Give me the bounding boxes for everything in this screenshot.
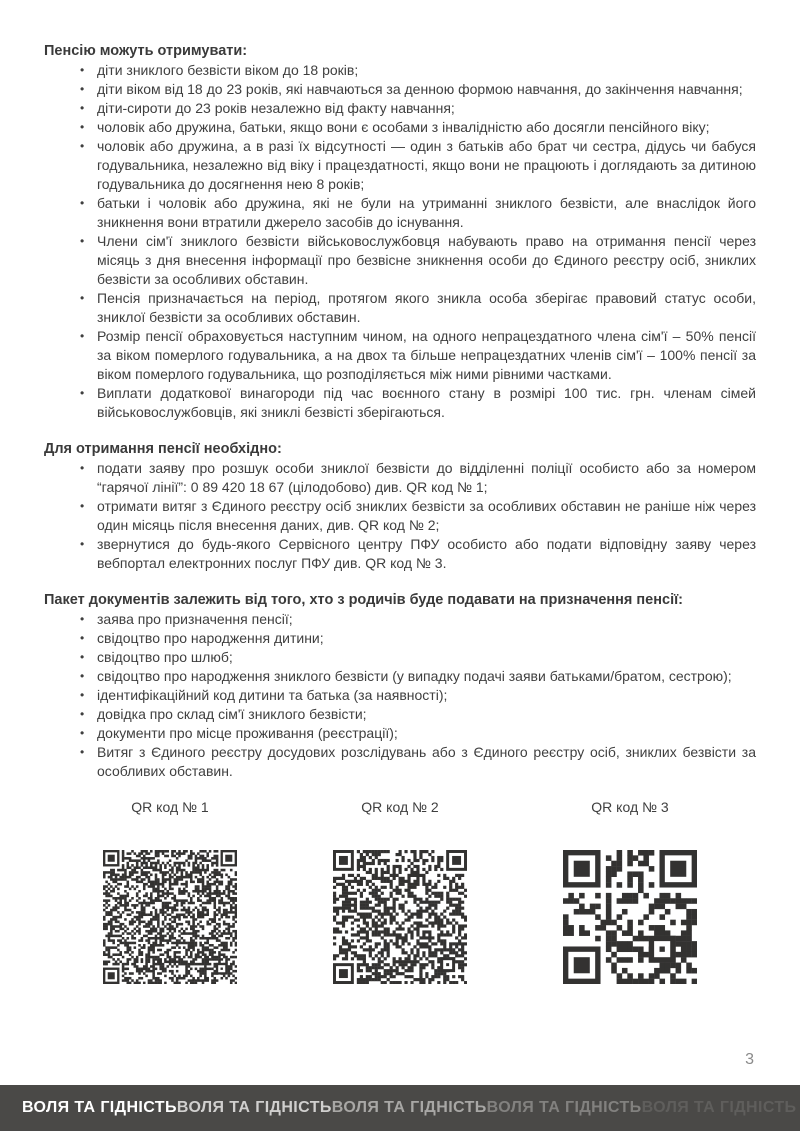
footer-brand-text: ВОЛЯ ТА ГІДНІСТЬ bbox=[331, 1099, 487, 1116]
list-item: • діти зниклого безвісти віком до 18 років; bbox=[44, 61, 756, 80]
footer-brand-text: ВОЛЯ ТА ГІДНІСТЬ bbox=[176, 1099, 332, 1116]
list-item: • ідентифікаційний код дитини та батька (за наявності); bbox=[44, 686, 756, 705]
list-item: • свідоцтво про народження зниклого безвісти (у випадку подачі заяви батьками/братом, сестрою); bbox=[44, 667, 756, 686]
list-item: • документи про місце проживання (реєстрації); bbox=[44, 724, 756, 743]
list-item: • подати заяву про розшук особи зниклої безвісти до відділенні поліції особисто або за номером “гарячої лінії”: 0 89 420 18 67 (цілодобово) див. QR код № 1; bbox=[44, 459, 756, 497]
section-who-can-receive bbox=[44, 42, 756, 422]
qr-column-3 bbox=[515, 798, 745, 984]
qr-code-row bbox=[55, 798, 745, 984]
list-item: • довідка про склад сім'ї зниклого безвісти; bbox=[44, 705, 756, 724]
qr-code-3-image bbox=[563, 850, 697, 984]
document-content bbox=[44, 42, 756, 799]
section-document-package bbox=[44, 591, 756, 781]
footer-brand-text: ВОЛЯ ТА ГІДНІСТЬ bbox=[641, 1099, 797, 1116]
list-item: • заява про призначення пенсії; bbox=[44, 610, 756, 629]
qr-column-2 bbox=[285, 798, 515, 984]
qr-column-1 bbox=[55, 798, 285, 984]
list-item: • Витяг з Єдиного реєстру досудових розслідувань або з Єдиного реєстру осіб, зниклих безвісти за особливих обставин. bbox=[44, 743, 756, 781]
section-how-to-receive bbox=[44, 440, 756, 573]
list-item: • Члени сім'ї зниклого безвісти військовослужбовця набувають право на отримання пенсії через місяць з дня внесення інформації про безвісне зникнення особи до Єдиного реєстру осіб, зниклих безвісти за особливих обставин. bbox=[44, 232, 756, 289]
qr-code-2-image bbox=[333, 850, 467, 984]
list-item: • діти віком від 18 до 23 років, які навчаються за денною формою навчання, до закінчення навчання; bbox=[44, 80, 756, 99]
footer-brand-bar bbox=[0, 1085, 800, 1131]
footer-brand-text: ВОЛЯ ТА ГІДНІСТЬ bbox=[22, 1099, 177, 1116]
qr-label-1: QR код № 1 bbox=[131, 799, 209, 815]
bullet-list bbox=[44, 610, 756, 781]
list-item: • діти-сироти до 23 років незалежно від факту навчання; bbox=[44, 99, 756, 118]
page-number: 3 bbox=[745, 1051, 754, 1068]
list-item: • отримати витяг з Єдиного реєстру осіб зниклих безвісти за особливих обставин не раніше ніж через один місяць після внесення даних, див. QR код № 2; bbox=[44, 497, 756, 535]
footer-brand-text: ВОЛЯ ТА ГІДНІСТЬ bbox=[486, 1099, 642, 1116]
section-heading: Пенсію можуть отримувати: bbox=[44, 43, 248, 59]
section-heading: Для отримання пенсії необхідно: bbox=[44, 441, 282, 457]
list-item: • Пенсія призначається на період, протягом якого зникла особа зберігає правовий статус особи, зниклої безвісти за особливих обставин. bbox=[44, 289, 756, 327]
bullet-list bbox=[44, 459, 756, 573]
list-item: • свідоцтво про шлюб; bbox=[44, 648, 756, 667]
section-heading: Пакет документів залежить від того, хто з родичів буде подавати на призначення пенсії: bbox=[44, 592, 684, 608]
list-item: • чоловік або дружина, а в разі їх відсутності — один з батьків або брат чи сестра, дідусь чи бабуся годувальника, незалежно від віку і працездатності, якщо вони не працюють і доглядають за дитиною годувальника до досягнення нею 8 років; bbox=[44, 137, 756, 194]
list-item: • чоловік або дружина, батьки, якщо вони є особами з інвалідністю або досягли пенсійного віку; bbox=[44, 118, 756, 137]
qr-label-2: QR код № 2 bbox=[361, 799, 439, 815]
bullet-list bbox=[44, 61, 756, 422]
list-item: • Розмір пенсії обраховується наступним чином, на одного непрацездатного члена сім'ї – 50% пенсії за віком померлого годувальника, а на двох та більше непрацездатних членів сім'ї – 100% пенсії за віком померлого годувальника, що розподіляється між ними рівними частками. bbox=[44, 327, 756, 384]
qr-label-3: QR код № 3 bbox=[591, 799, 669, 815]
list-item: • звернутися до будь-якого Сервісного центру ПФУ особисто або подати відповідну заяву через вебпортал електронних послуг ПФУ див. QR код № 3. bbox=[44, 535, 756, 573]
qr-code-1-image bbox=[103, 850, 237, 984]
list-item: • свідоцтво про народження дитини; bbox=[44, 629, 756, 648]
list-item: • Виплати додаткової винагороди під час воєнного стану в розмірі 100 тис. грн. членам сімей військовослужбовців, які зниклі безвісті зберігаються. bbox=[44, 384, 756, 422]
list-item: • батьки і чоловік або дружина, які не були на утриманні зниклого безвісти, але внаслідок його зникнення вони втратили джерело засобів до існування. bbox=[44, 194, 756, 232]
